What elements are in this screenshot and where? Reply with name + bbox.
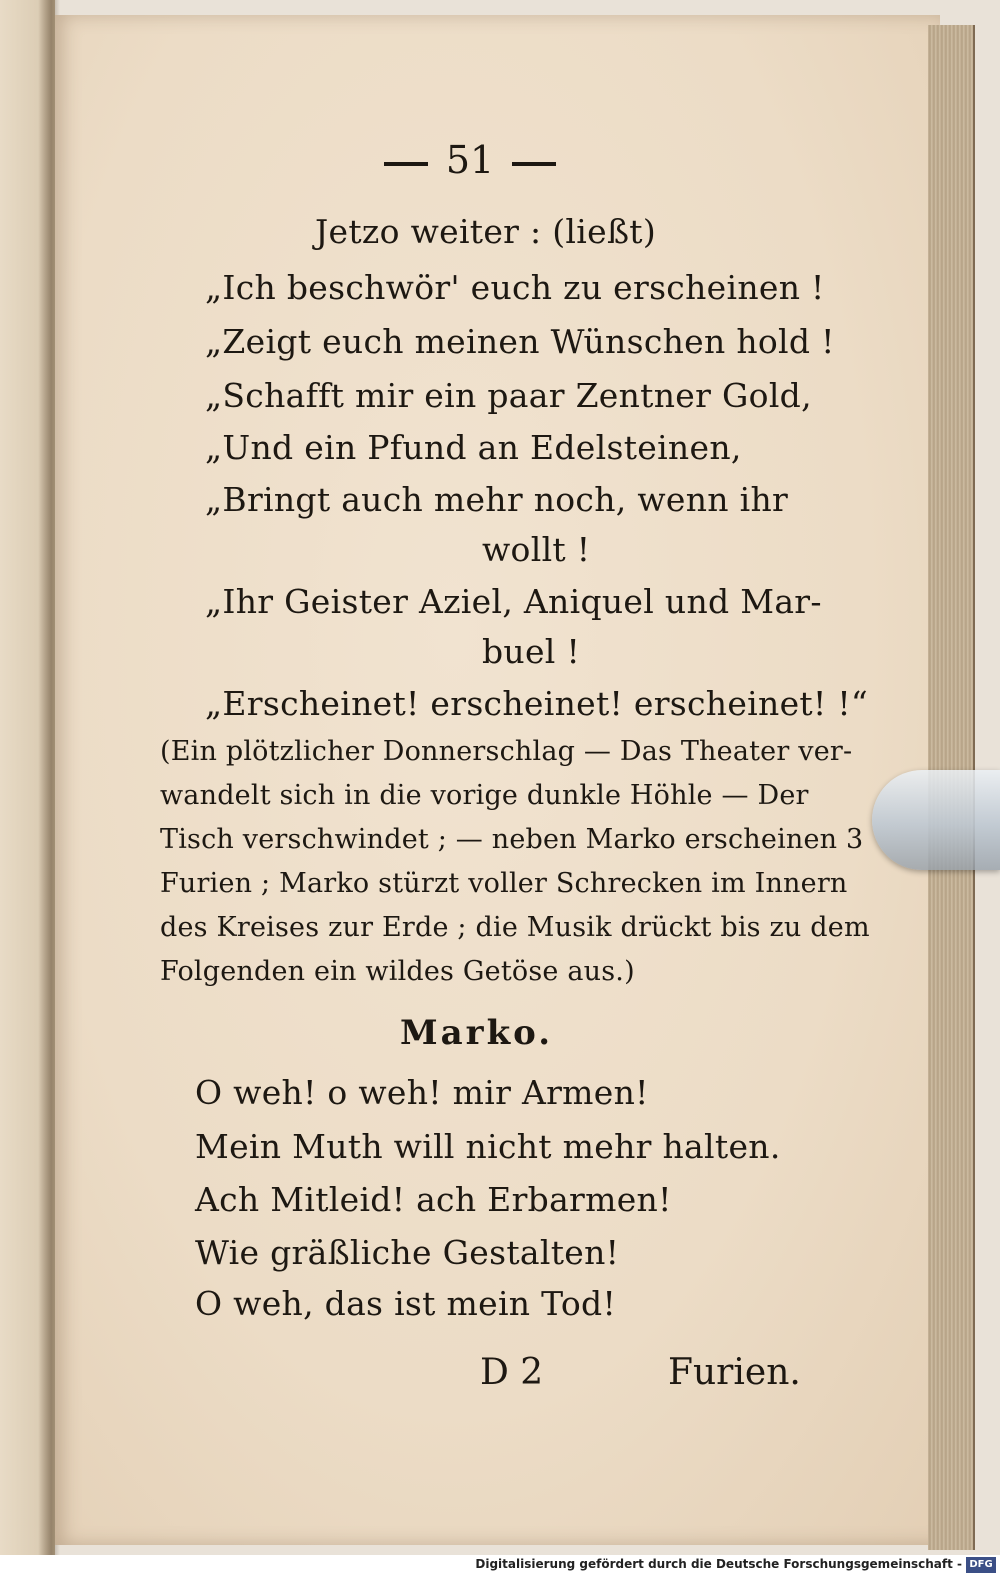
- verse-line: buel !: [482, 632, 581, 671]
- stage-direction-line: (Ein plötzlicher Donnerschlag — Das Theater ver-: [160, 736, 853, 767]
- verse-line: „Ihr Geister Aziel, Aniquel und Mar-: [205, 582, 822, 621]
- verse-line: „Ich beschwör' euch zu erscheinen !: [205, 268, 825, 307]
- verse-line: „Schafft mir ein paar Zentner Gold,: [205, 376, 812, 415]
- verse-line: wollt !: [482, 530, 591, 569]
- signature-mark: D 2: [480, 1352, 544, 1393]
- page-clip: [872, 770, 1000, 870]
- speech-line: O weh, das ist mein Tod!: [195, 1284, 617, 1323]
- credit-bar: [0, 1555, 1000, 1577]
- page-number: 51: [445, 138, 495, 182]
- speech-line: Mein Muth will nicht mehr halten.: [195, 1127, 781, 1166]
- credit-text: Digitalisierung gefördert durch die Deutsche Forschungsgemeinschaft -: [475, 1557, 962, 1571]
- speech-line: Ach Mitleid! ach Erbarmen!: [195, 1180, 672, 1219]
- stage-direction-line: Tisch verschwindet ; — neben Marko erscheinen 3: [160, 824, 864, 855]
- stage-direction-line: Furien ; Marko stürzt voller Schrecken im Innern: [160, 868, 848, 899]
- stage-direction-line: Folgenden ein wildes Getöse aus.): [160, 956, 635, 987]
- verse-line: „Bringt auch mehr noch, wenn ihr: [205, 480, 789, 519]
- speaker-name: Marko.: [400, 1013, 554, 1053]
- stage-direction-line: des Kreises zur Erde ; die Musik drückt bis zu dem: [160, 912, 870, 943]
- catchword: Furien.: [668, 1352, 801, 1393]
- verse-line: Jetzo weiter : (ließt): [315, 212, 657, 251]
- page-footer: [470, 1352, 801, 1402]
- header-dash-right: [512, 162, 556, 166]
- verse-line: „Und ein Pfund an Edelsteinen,: [205, 428, 742, 467]
- page-header: [0, 138, 940, 182]
- verse-line: „Zeigt euch meinen Wünschen hold !: [205, 322, 835, 361]
- dfg-logo-icon: DFG: [966, 1557, 996, 1573]
- speech-line: Wie gräßliche Gestalten!: [195, 1233, 620, 1272]
- stage-direction-line: wandelt sich in die vorige dunkle Höhle — Der: [160, 780, 809, 811]
- header-dash-left: [384, 162, 428, 166]
- speech-line: O weh! o weh! mir Armen!: [195, 1073, 649, 1112]
- verse-line: „Erscheinet! erscheinet! erscheinet! !“: [205, 684, 869, 723]
